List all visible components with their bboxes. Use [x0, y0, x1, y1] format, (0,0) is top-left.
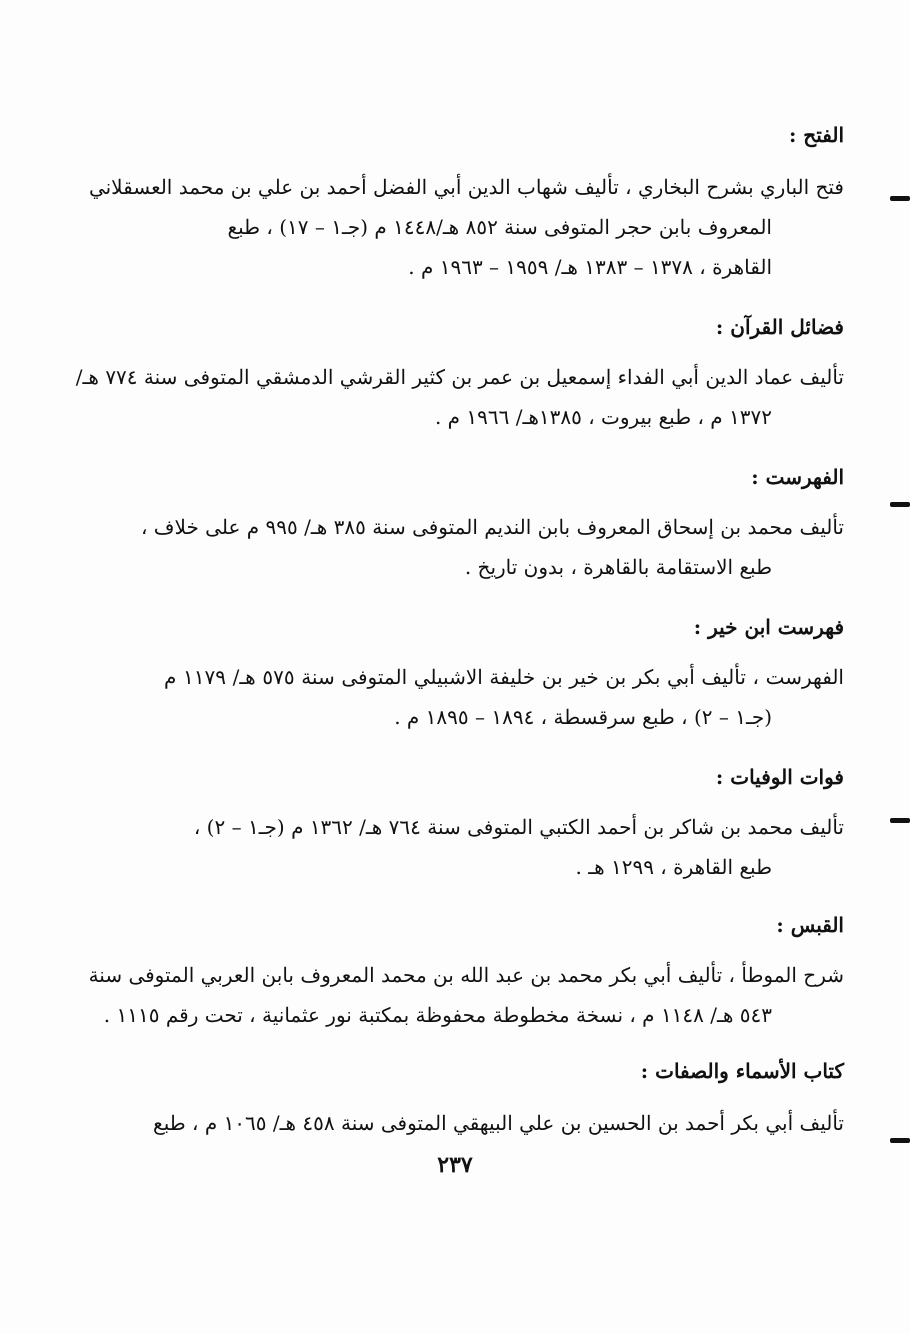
entry-heading: فهرست ابن خير :: [693, 615, 844, 639]
entry-line: المعروف بابن حجر المتوفى سنة ٨٥٢ هـ/١٤٤٨ م (جـ١ – ١٧) ، طبع: [227, 215, 772, 239]
entry-line: الفهرست ، تأليف أبي بكر بن خير بن خليفة الاشبيلي المتوفى سنة ٥٧٥ هـ/ ١١٧٩ م: [164, 665, 844, 689]
entry-line: تأليف أبي بكر أحمد بن الحسين بن علي البيهقي المتوفى سنة ٤٥٨ هـ/ ١٠٦٥ م ، طبع: [153, 1111, 844, 1135]
entry-line: القاهرة ، ١٣٧٨ – ١٣٨٣ هـ/ ١٩٥٩ – ١٩٦٣ م .: [408, 255, 772, 279]
entry-heading: كتاب الأسماء والصفات :: [640, 1059, 844, 1083]
entry-line: تأليف محمد بن شاكر بن أحمد الكتبي المتوفى سنة ٧٦٤ هـ/ ١٣٦٢ م (جـ١ – ٢) ،: [193, 815, 844, 839]
entry-line: تأليف محمد بن إسحاق المعروف بابن النديم المتوفى سنة ٣٨٥ هـ/ ٩٩٥ م على خلاف ،: [140, 515, 844, 539]
entry-line: تأليف عماد الدين أبي الفداء إسمعيل بن عمر بن كثير القرشي الدمشقي المتوفى سنة ٧٧٤ هـ/: [75, 365, 844, 389]
entry-line: (جـ١ – ٢) ، طبع سرقسطة ، ١٨٩٤ – ١٨٩٥ م .: [394, 705, 772, 729]
entry-heading: القبس :: [776, 913, 844, 937]
margin-mark: [890, 818, 910, 823]
margin-mark: [890, 196, 910, 201]
entry-line: ٥٤٣ هـ/ ١١٤٨ م ، نسخة مخطوطة محفوظة بمكتبة نور عثمانية ، تحت رقم ١١١٥ .: [103, 1003, 772, 1027]
page-number: ٢٣٧: [437, 1152, 473, 1178]
entry-line: طبع الاستقامة بالقاهرة ، بدون تاريخ .: [464, 555, 772, 579]
entry-heading: الفتح :: [788, 123, 844, 147]
entry-heading: الفهرست :: [751, 465, 844, 489]
margin-mark: [890, 502, 910, 507]
entry-heading: فوات الوفيات :: [715, 765, 844, 789]
entry-line: شرح الموطأ ، تأليف أبي بكر محمد بن عبد الله بن محمد المعروف بابن العربي المتوفى سنة: [88, 963, 844, 987]
entry-heading: فضائل القرآن :: [715, 315, 844, 339]
entry-line: فتح الباري بشرح البخاري ، تأليف شهاب الدين أبي الفضل أحمد بن علي بن محمد العسقلاني: [88, 175, 844, 199]
entry-line: ١٣٧٢ م ، طبع بيروت ، ١٣٨٥هـ/ ١٩٦٦ م .: [434, 405, 772, 429]
margin-mark: [890, 1138, 910, 1143]
entry-line: طبع القاهرة ، ١٢٩٩ هـ .: [575, 855, 772, 879]
